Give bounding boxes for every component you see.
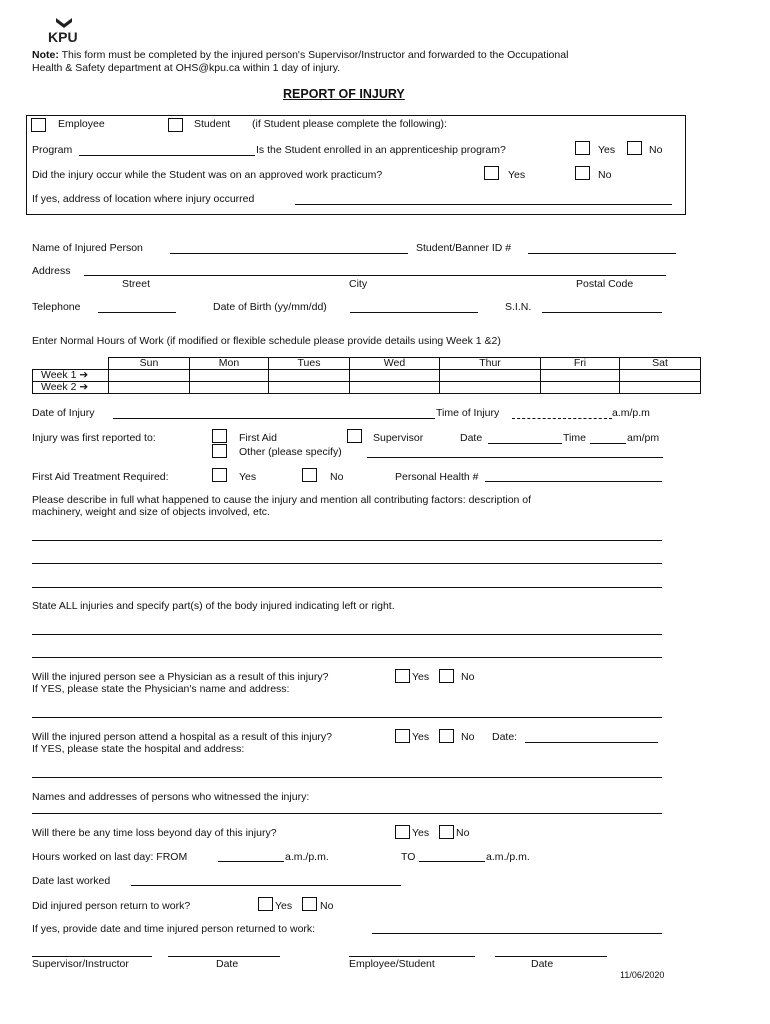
describe-field[interactable] <box>32 587 662 588</box>
hours-cell[interactable] <box>269 370 350 382</box>
hours-cell[interactable] <box>541 382 620 394</box>
supervisor-checkbox[interactable] <box>347 429 362 443</box>
program-label: Program <box>32 144 73 156</box>
fa-yes-label: Yes <box>239 471 257 483</box>
hours-cell[interactable] <box>109 370 190 382</box>
hospital-date-field[interactable] <box>525 742 658 743</box>
fa-no-label: No <box>330 471 344 483</box>
hours-cell[interactable] <box>541 370 620 382</box>
hospital-yes-label: Yes <box>412 731 430 743</box>
date-2-label: Date <box>531 958 554 970</box>
day-header: Thur <box>440 358 541 370</box>
physician-question-2: If YES, please state the Physician's name and address: <box>32 683 290 695</box>
hospital-no-checkbox[interactable] <box>439 729 454 743</box>
physician-field[interactable] <box>32 717 662 718</box>
date-1-label: Date <box>216 958 239 970</box>
personal-health-label: Personal Health # <box>395 471 479 483</box>
state-all-injuries: State ALL injuries and specify part(s) of the body injured indicating left or right. <box>32 600 395 612</box>
program-field[interactable] <box>79 155 255 156</box>
reported-ampm-label: am/pm <box>627 432 660 444</box>
return-date-field[interactable] <box>372 933 662 934</box>
employee-checkbox[interactable] <box>31 118 46 132</box>
hours-cell[interactable] <box>109 382 190 394</box>
hospital-question: Will the injured person attend a hospital as a result of this injury? <box>32 731 332 743</box>
reported-time-field[interactable] <box>590 443 626 444</box>
reported-date-label: Date <box>460 432 483 444</box>
witnesses-label: Names and addresses of persons who witnessed the injury: <box>32 791 310 803</box>
time-of-injury-label: Time of Injury <box>436 407 500 419</box>
day-header: Sat <box>620 358 701 370</box>
date-last-worked-label: Date last worked <box>32 875 111 887</box>
return-date-question: If yes, provide date and time injured person returned to work: <box>32 923 316 935</box>
time-loss-yes-checkbox[interactable] <box>395 825 410 839</box>
other-label: Other (please specify) <box>239 446 342 458</box>
time-loss-no-checkbox[interactable] <box>439 825 454 839</box>
other-checkbox[interactable] <box>212 444 227 458</box>
hours-cell[interactable] <box>620 382 701 394</box>
apprentice-yes-label: Yes <box>598 144 616 156</box>
dob-label: Date of Birth (yy/mm/dd) <box>213 301 327 313</box>
practicum-question: Did the injury occur while the Student was on an approved work practicum? <box>32 169 383 181</box>
hours-intro: Enter Normal Hours of Work (if modified or flexible schedule please provide details using Week 1 &2) <box>32 335 501 347</box>
postal-caption: Postal Code <box>576 278 634 290</box>
date-1-line[interactable] <box>168 956 280 957</box>
hours-from-field[interactable] <box>218 861 284 862</box>
hospital-yes-checkbox[interactable] <box>395 729 410 743</box>
fa-required-label: First Aid Treatment Required: <box>32 471 169 483</box>
week-1-label: Week 1 ➔ <box>33 370 109 382</box>
describe-field[interactable] <box>32 563 662 564</box>
kpu-logo <box>46 16 86 44</box>
day-header: Sun <box>109 358 190 370</box>
describe-line-2: machinery, weight and size of objects involved, etc. <box>32 506 270 518</box>
date-of-injury-label: Date of Injury <box>32 407 95 419</box>
apprentice-no-checkbox[interactable] <box>627 141 642 155</box>
hours-cell[interactable] <box>269 382 350 394</box>
returned-yes-checkbox[interactable] <box>258 897 273 911</box>
student-id-field[interactable] <box>528 253 676 254</box>
practicum-no-label: No <box>598 169 612 181</box>
street-caption: Street <box>122 278 151 290</box>
hospital-question-2: If YES, please state the hospital and address: <box>32 743 245 755</box>
apprentice-yes-checkbox[interactable] <box>575 141 590 155</box>
dob-field[interactable] <box>350 312 478 313</box>
first-aid-checkbox[interactable] <box>212 429 227 443</box>
location-question: If yes, address of location where injury occurred <box>32 193 255 205</box>
injuries-field[interactable] <box>32 657 662 658</box>
hours-cell[interactable] <box>350 382 440 394</box>
week-2-row <box>33 382 701 394</box>
week-1-row <box>33 370 701 382</box>
hours-to-field[interactable] <box>419 861 485 862</box>
date-2-line[interactable] <box>495 956 607 957</box>
student-label: Student <box>194 118 231 130</box>
supervisor-signature-line[interactable] <box>32 956 152 957</box>
time-loss-question: Will there be any time loss beyond day of this injury? <box>32 827 277 839</box>
sin-field[interactable] <box>542 312 662 313</box>
physician-no-checkbox[interactable] <box>439 669 454 683</box>
student-id-label: Student/Banner ID # <box>416 242 512 254</box>
apprentice-no-label: No <box>649 144 663 156</box>
hours-cell[interactable] <box>190 382 269 394</box>
note-line-2: Health & Safety department at OHS@kpu.ca within 1 day of injury. <box>32 62 341 74</box>
practicum-yes-label: Yes <box>508 169 526 181</box>
hours-from-label: Hours worked on last day: FROM <box>32 851 188 863</box>
returned-no-label: No <box>320 900 334 912</box>
location-field[interactable] <box>295 204 672 205</box>
hours-to-ampm: a.m./p.m. <box>486 851 530 863</box>
telephone-label: Telephone <box>32 301 81 313</box>
describe-field[interactable] <box>32 540 662 541</box>
kpu-logo-icon <box>46 16 86 44</box>
physician-yes-label: Yes <box>412 671 430 683</box>
telephone-field[interactable] <box>98 312 176 313</box>
hours-cell[interactable] <box>620 370 701 382</box>
hospital-no-label: No <box>461 731 475 743</box>
hospital-date-label: Date: <box>492 731 518 743</box>
describe-line-1: Please describe in full what happened to cause the injury and mention all contributing factors: description of <box>32 494 532 506</box>
hours-cell[interactable] <box>190 370 269 382</box>
time-of-injury-field[interactable] <box>512 418 612 419</box>
hours-from-ampm: a.m./p.m. <box>285 851 329 863</box>
supervisor-label: Supervisor <box>373 432 424 444</box>
name-field[interactable] <box>170 253 408 254</box>
time-ampm-label: a.m/p.m <box>612 407 650 419</box>
employee-signature-line[interactable] <box>349 956 475 957</box>
physician-no-label: No <box>461 671 475 683</box>
injuries-field[interactable] <box>32 634 662 635</box>
first-reported-label: Injury was first reported to: <box>32 432 156 444</box>
hours-cell[interactable] <box>350 370 440 382</box>
student-note: (if Student please complete the following): <box>252 118 447 130</box>
day-header: Wed <box>350 358 440 370</box>
returned-question: Did injured person return to work? <box>32 900 191 912</box>
city-caption: City <box>349 278 368 290</box>
reported-time-label: Time <box>563 432 586 444</box>
time-loss-yes-label: Yes <box>412 827 430 839</box>
hours-cell[interactable] <box>440 370 541 382</box>
address-label: Address <box>32 265 71 277</box>
practicum-no-checkbox[interactable] <box>575 166 590 180</box>
revision-date: 11/06/2020 <box>620 970 665 980</box>
apprentice-question: Is the Student enrolled in an apprenticeship program? <box>256 144 506 156</box>
date-last-worked-field[interactable] <box>131 885 401 886</box>
physician-question: Will the injured person see a Physician as a result of this injury? <box>32 671 329 683</box>
employee-label: Employee <box>58 118 105 130</box>
note-label: Note: <box>32 49 59 61</box>
personal-health-field[interactable] <box>485 481 662 482</box>
address-field[interactable] <box>84 275 666 276</box>
first-aid-label: First Aid <box>239 432 277 444</box>
physician-yes-checkbox[interactable] <box>395 669 410 683</box>
returned-no-checkbox[interactable] <box>302 897 317 911</box>
week-2-label: Week 2 ➔ <box>33 382 109 394</box>
date-of-injury-field[interactable] <box>113 418 435 419</box>
hospital-field[interactable] <box>32 777 662 778</box>
hours-table <box>32 357 701 394</box>
practicum-yes-checkbox[interactable] <box>484 166 499 180</box>
hours-header-row <box>33 358 701 370</box>
day-header: Mon <box>190 358 269 370</box>
hours-cell[interactable] <box>440 382 541 394</box>
hours-to-label: TO <box>401 851 416 863</box>
reported-date-field[interactable] <box>488 443 562 444</box>
student-checkbox[interactable] <box>168 118 183 132</box>
form-title: REPORT OF INJURY <box>283 87 405 101</box>
note-line-1: Note: This form must be completed by the injured person's Supervisor/Instructor and forwarded to the Occupational <box>32 49 569 61</box>
other-field[interactable] <box>367 457 663 458</box>
supervisor-signature-label: Supervisor/Instructor <box>32 958 129 970</box>
name-label: Name of Injured Person <box>32 242 143 254</box>
day-header: Tues <box>269 358 350 370</box>
logo-text: KPU <box>48 29 78 44</box>
time-loss-no-label: No <box>456 827 470 839</box>
sin-label: S.I.N. <box>505 301 532 313</box>
returned-yes-label: Yes <box>275 900 293 912</box>
employee-signature-label: Employee/Student <box>349 958 435 970</box>
witnesses-field[interactable] <box>32 813 662 814</box>
fa-no-checkbox[interactable] <box>302 468 317 482</box>
fa-yes-checkbox[interactable] <box>212 468 227 482</box>
day-header: Fri <box>541 358 620 370</box>
